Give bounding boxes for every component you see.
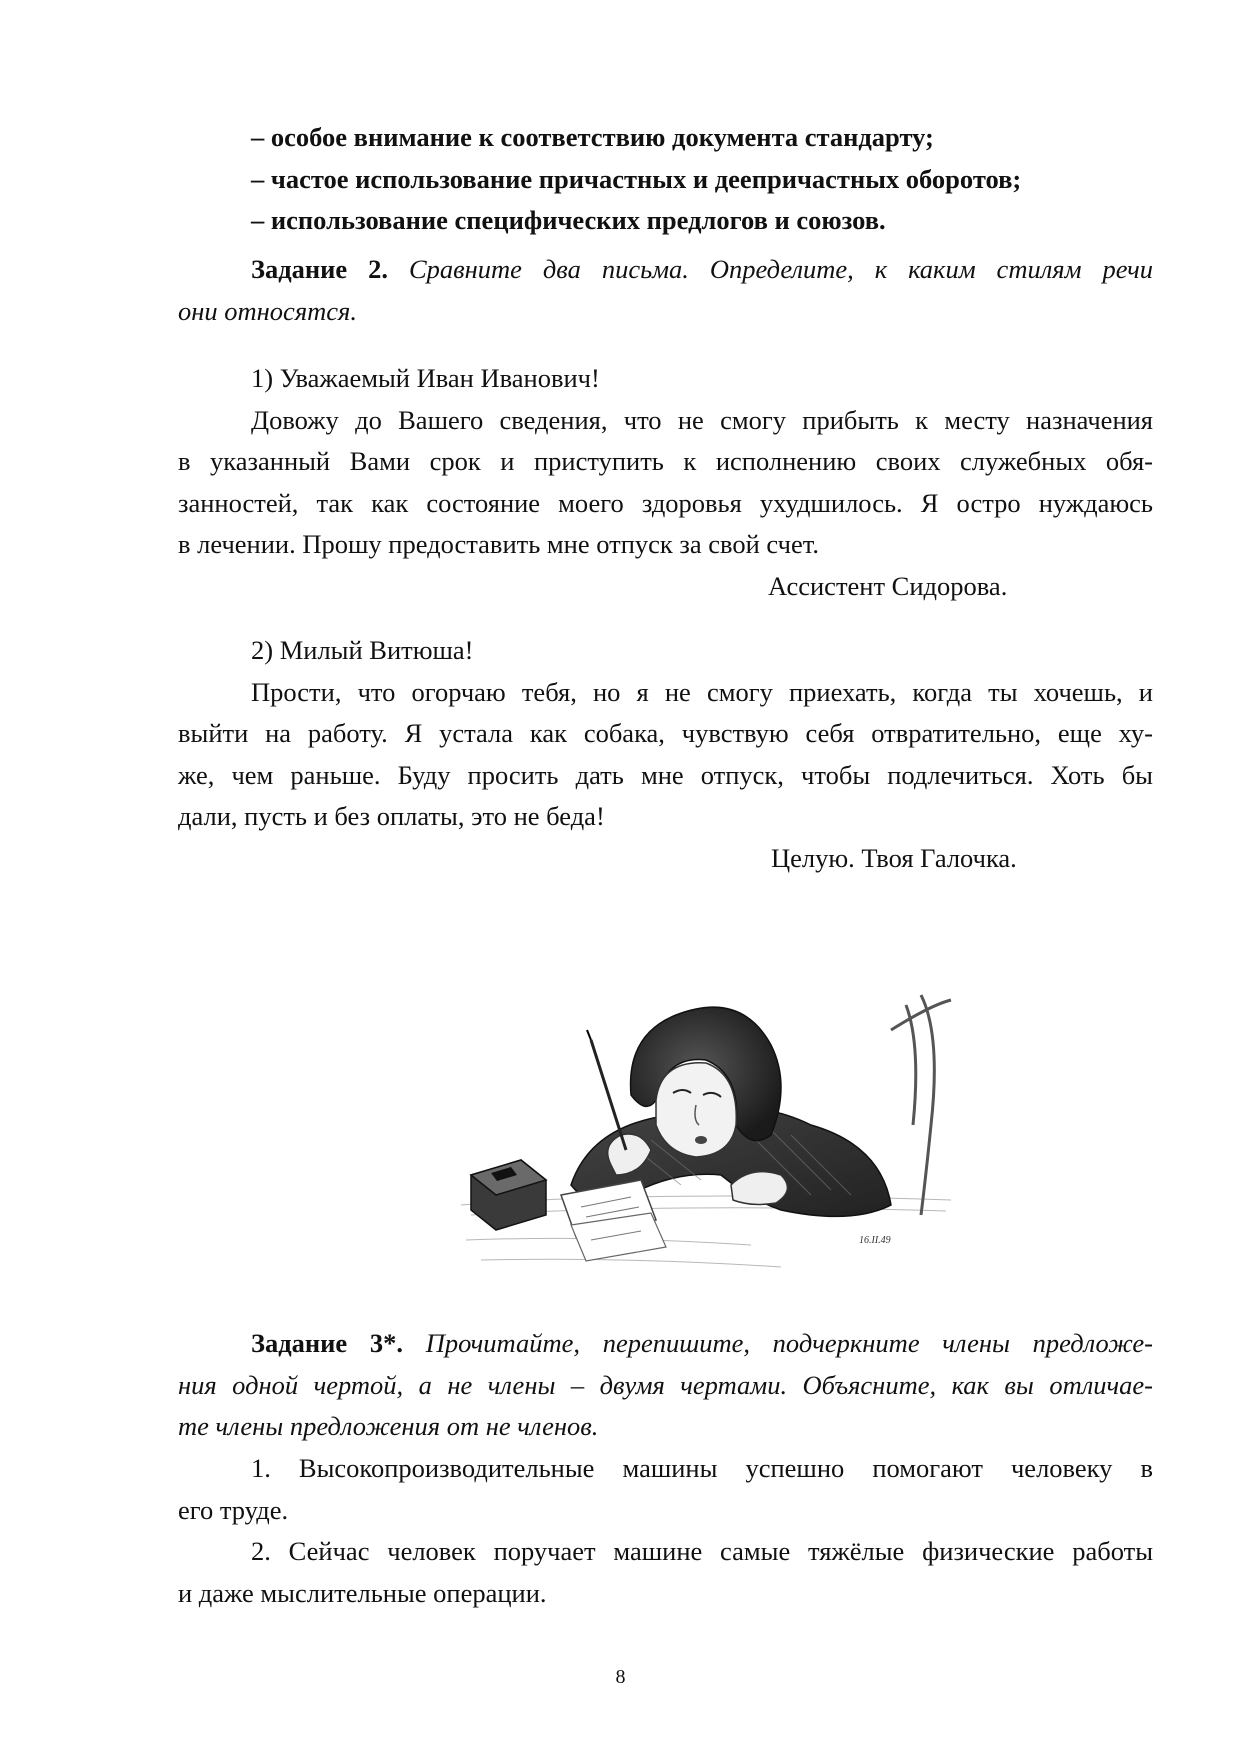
letter-1-line: в указанный Вами срок и приступить к исполнению своих служебных обя- <box>178 446 1153 476</box>
letter-2-greeting: 2) Милый Витюша! <box>251 635 474 665</box>
sentence-line: 1. Высокопроизводительные машины успешно помогают человеку в <box>251 1453 1153 1483</box>
task-3-text-cont: ния одной чертой, а не члены – двумя чертами. Объясните, как вы отличае- <box>178 1369 1153 1400</box>
sentence-line: 2. Сейчас человек поручает машине самые тяжёлые физические работы <box>251 1536 1153 1566</box>
task-3-label: Задание 3*. <box>251 1328 403 1358</box>
task-3-text-cont: те члены предложения от не членов. <box>178 1411 599 1441</box>
letter-1-signature: Ассистент Сидорова. <box>768 570 1008 601</box>
letter-2-signature: Целую. Твоя Галочка. <box>771 842 1017 873</box>
task-2-label: Задание 2. <box>251 254 389 284</box>
illustration-date-mark: 16.II.49 <box>859 1235 891 1246</box>
letter-2 <box>178 630 1153 879</box>
letter-2-line: же, чем раньше. Буду просить дать мне отпуск, чтобы подлечиться. Хоть бы <box>178 759 1153 790</box>
task-2 <box>178 249 1153 332</box>
task-2-text-cont: они относятся. <box>178 295 357 326</box>
bullet-item: – особое внимание к соответствию документа стандарту; <box>251 122 934 152</box>
sentence-line: и даже мыслительные операции. <box>178 1577 547 1608</box>
letter-2-line: дали, пусть и без оплаты, это не беда! <box>178 801 605 831</box>
letter-1-greeting: 1) Уважаемый Иван Иванович! <box>251 363 600 393</box>
page-number: 8 <box>615 1666 626 1688</box>
task-2-text: Сравните два письма. Определите, к каким стилям речи <box>408 254 1153 284</box>
sentence-list <box>178 1448 1153 1614</box>
girl-writing-illustration <box>451 975 957 1285</box>
letter-1 <box>178 358 1153 607</box>
bullet-item: – частое использование причастных и деепричастных оборотов; <box>251 163 1022 194</box>
letter-1-line: занностей, так как состояние моего здоровья ухудшилось. Я остро нуждаюсь <box>178 487 1153 518</box>
task-3 <box>178 1323 1153 1448</box>
letter-2-line: Прости, что огорчаю тебя, но я не смогу приехать, когда ты хочешь, и <box>251 676 1153 707</box>
letter-1-line: Довожу до Вашего сведения, что не смогу прибыть к месту назначения <box>251 404 1153 435</box>
bullet-list <box>178 117 1153 242</box>
letter-1-line: в лечении. Прошу предоставить мне отпуск за свой счет. <box>178 529 819 559</box>
sentence-line: его труде. <box>178 1494 289 1525</box>
letter-2-line: выйти на работу. Я устала как собака, чувствую себя отвратительно, еще ху- <box>178 718 1153 748</box>
bullet-item: – использование специфических предлогов и союзов. <box>251 205 886 235</box>
task-3-text: Прочитайте, перепишите, подчеркните члены предложе- <box>425 1328 1154 1358</box>
